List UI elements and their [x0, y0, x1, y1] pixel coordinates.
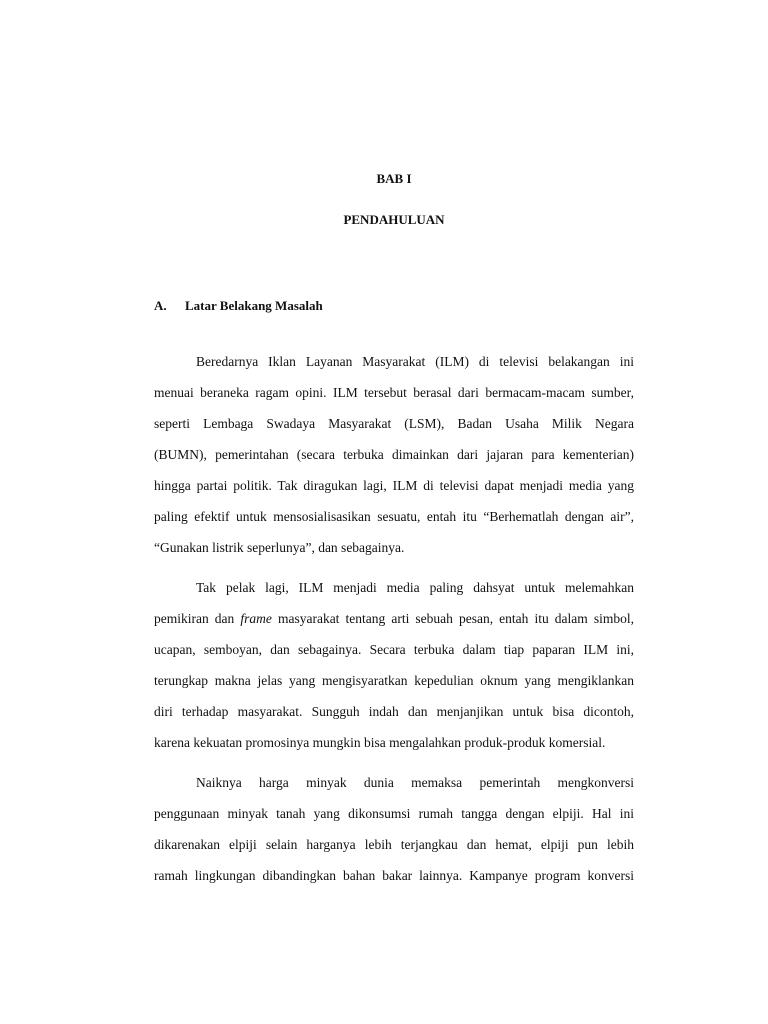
paragraph-line: “Gunakan listrik seperlunya”, dan sebagainya. [154, 540, 405, 555]
paragraph-line: terungkap makna jelas yang mengisyaratkan kepedulian oknum yang mengiklankan [154, 673, 634, 688]
section-number: A. [154, 298, 167, 313]
paragraph-line: Tak pelak lagi, ILM menjadi media paling dahsyat untuk melemahkan [196, 580, 634, 595]
paragraph-line: (BUMN), pemerintahan (secara terbuka dimainkan dari jajaran para kementerian) [154, 447, 634, 462]
paragraph-line: dikarenakan elpiji selain harganya lebih terjangkau dan hemat, elpiji pun lebih [154, 837, 634, 852]
section-heading [154, 298, 323, 314]
paragraph-line: hingga partai politik. Tak diragukan lagi, ILM di televisi dapat menjadi media yang [154, 478, 634, 493]
section-title: Latar Belakang Masalah [185, 298, 323, 313]
paragraph-line: ucapan, semboyan, dan sebagainya. Secara terbuka dalam tiap paparan ILM ini, [154, 642, 634, 657]
chapter-number: BAB I [376, 171, 412, 186]
paragraph-2 [154, 572, 634, 758]
paragraph-line: ramah lingkungan dibandingkan bahan bakar lainnya. Kampanye program konversi [154, 868, 634, 883]
paragraph-line-with-italic [154, 603, 634, 634]
paragraph-line: karena kekuatan promosinya mungkin bisa mengalahkan produk-produk komersial. [154, 735, 606, 750]
italic-term: frame [240, 611, 272, 626]
paragraph-line: Beredarnya Iklan Layanan Masyarakat (ILM) di televisi belakangan ini [196, 354, 634, 369]
paragraph-line: diri terhadap masyarakat. Sungguh indah dan menjanjikan untuk bisa dicontoh, [154, 704, 634, 719]
paragraph-line: seperti Lembaga Swadaya Masyarakat (LSM), Badan Usaha Milik Negara [154, 416, 634, 431]
paragraph-line: penggunaan minyak tanah yang dikonsumsi rumah tangga dengan elpiji. Hal ini [154, 806, 634, 821]
chapter-title: PENDAHULUAN [343, 212, 445, 227]
paragraph-3 [154, 767, 634, 891]
text-fragment: pemikiran dan [154, 611, 241, 626]
text-fragment: masyarakat tentang arti sebuah pesan, entah itu dalam simbol, [271, 611, 634, 626]
paragraph-line: paling efektif untuk mensosialisasikan sesuatu, entah itu “Berhematlah dengan air”, [154, 509, 634, 524]
paragraph-1 [154, 346, 634, 563]
paragraph-line: Naiknya harga minyak dunia memaksa pemerintah mengkonversi [196, 775, 634, 790]
paragraph-line: menuai beraneka ragam opini. ILM tersebut berasal dari bermacam-macam sumber, [154, 385, 634, 400]
